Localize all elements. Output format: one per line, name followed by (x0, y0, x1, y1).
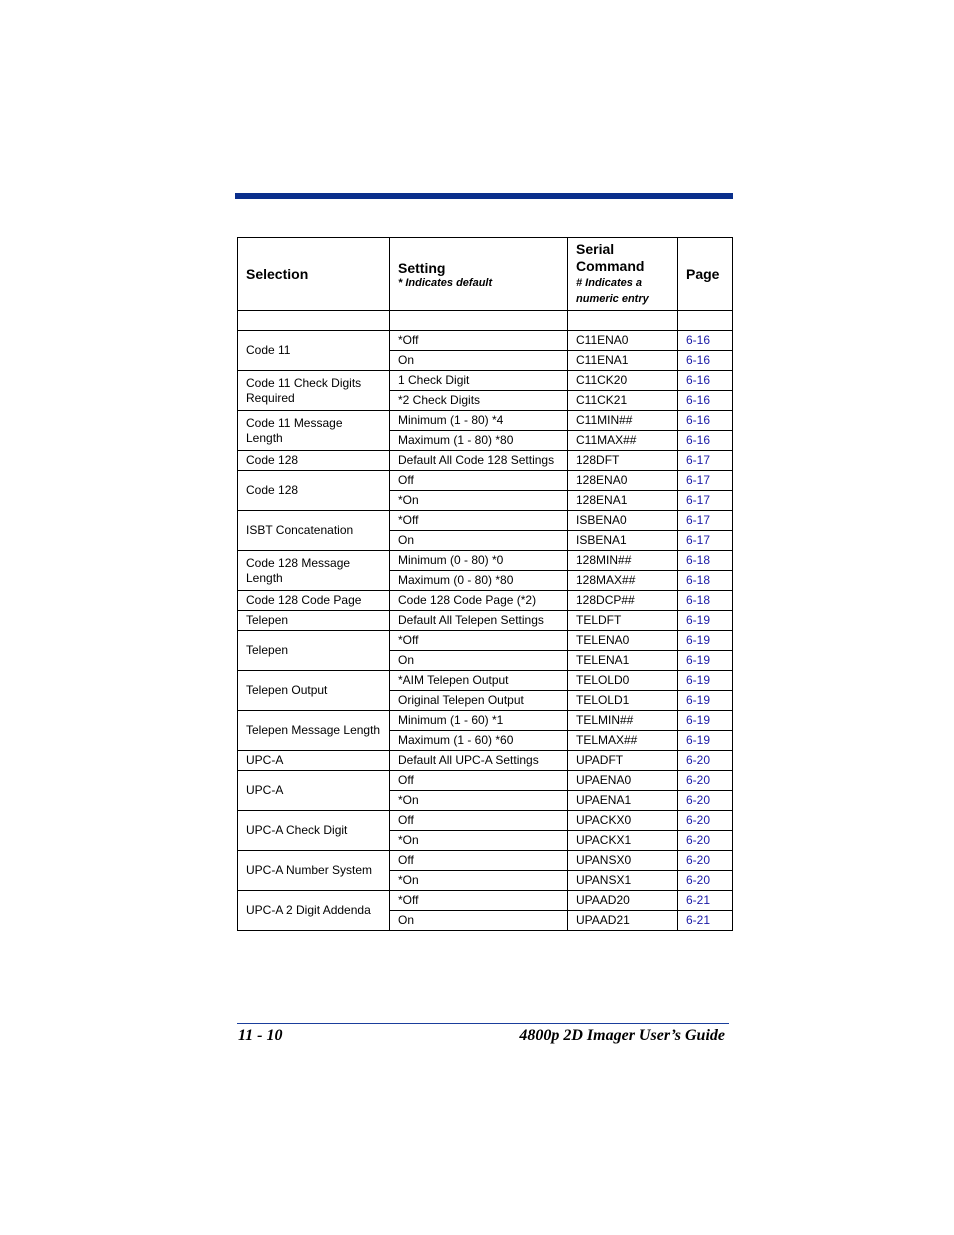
header-selection (238, 238, 390, 311)
setting-cell: Maximum (1 - 80) *80 (390, 431, 568, 451)
table-row (238, 711, 733, 731)
selection-cell: Code 128 Code Page (238, 591, 390, 611)
header-selection-label: Selection (246, 266, 309, 282)
selection-cell: Code 128 (238, 471, 390, 511)
table-row (238, 771, 733, 791)
setting-cell: *On (390, 831, 568, 851)
setting-cell: Off (390, 851, 568, 871)
page-link[interactable]: 6-19 (678, 731, 733, 751)
page-link[interactable]: 6-20 (678, 871, 733, 891)
page-link[interactable]: 6-19 (678, 631, 733, 651)
setting-cell: 1 Check Digit (390, 371, 568, 391)
selection-cell: UPC-A 2 Digit Addenda (238, 891, 390, 931)
header-setting (390, 238, 568, 311)
page-link[interactable]: 6-17 (678, 491, 733, 511)
header-spacer-row (238, 311, 733, 331)
page-link[interactable]: 6-21 (678, 911, 733, 931)
selection-cell: UPC-A Check Digit (238, 811, 390, 851)
setting-cell: Original Telepen Output (390, 691, 568, 711)
selection-cell: Telepen Output (238, 671, 390, 711)
table-row (238, 851, 733, 871)
page-link[interactable]: 6-20 (678, 771, 733, 791)
setting-cell: Maximum (0 - 80) *80 (390, 571, 568, 591)
setting-cell: Code 128 Code Page (*2) (390, 591, 568, 611)
command-cell: TELOLD0 (568, 671, 678, 691)
selection-cell: UPC-A Number System (238, 851, 390, 891)
table-row (238, 471, 733, 491)
setting-cell: Default All Telepen Settings (390, 611, 568, 631)
command-cell: UPAAD20 (568, 891, 678, 911)
table-row (238, 891, 733, 911)
header-page (678, 238, 733, 311)
setting-cell: Minimum (0 - 80) *0 (390, 551, 568, 571)
setting-cell: Maximum (1 - 60) *60 (390, 731, 568, 751)
page-link[interactable]: 6-20 (678, 811, 733, 831)
page-link[interactable]: 6-21 (678, 891, 733, 911)
setting-cell: *Off (390, 511, 568, 531)
header-command (568, 238, 678, 311)
selection-cell: Telepen (238, 611, 390, 631)
setting-cell: On (390, 651, 568, 671)
page-link[interactable]: 6-18 (678, 551, 733, 571)
command-cell: UPACKX1 (568, 831, 678, 851)
setting-cell: *On (390, 871, 568, 891)
selection-cell: Code 11 Message Length (238, 411, 390, 451)
table-row (238, 751, 733, 771)
page-link[interactable]: 6-19 (678, 671, 733, 691)
command-cell: TELDFT (568, 611, 678, 631)
selection-cell: Code 11 (238, 331, 390, 371)
command-cell: 128ENA1 (568, 491, 678, 511)
command-cell: UPAENA1 (568, 791, 678, 811)
page-link[interactable]: 6-16 (678, 431, 733, 451)
settings-table (237, 237, 733, 931)
command-cell: UPANSX1 (568, 871, 678, 891)
header-setting-label: Setting (398, 259, 446, 276)
command-cell: 128DCP## (568, 591, 678, 611)
command-cell: ISBENA1 (568, 531, 678, 551)
selection-cell: Code 128 (238, 451, 390, 471)
page-link[interactable]: 6-19 (678, 711, 733, 731)
command-cell: C11MAX## (568, 431, 678, 451)
page-link[interactable]: 6-18 (678, 591, 733, 611)
header-command-label-line2: Command (576, 258, 645, 274)
page-link[interactable]: 6-19 (678, 651, 733, 671)
setting-cell: Off (390, 471, 568, 491)
table-row (238, 451, 733, 471)
command-cell: C11CK21 (568, 391, 678, 411)
setting-cell: Minimum (1 - 60) *1 (390, 711, 568, 731)
table-header-row (238, 238, 733, 311)
page-link[interactable]: 6-20 (678, 791, 733, 811)
page-link[interactable]: 6-20 (678, 851, 733, 871)
selection-cell: UPC-A (238, 771, 390, 811)
selection-cell: Telepen Message Length (238, 711, 390, 751)
command-cell: 128ENA0 (568, 471, 678, 491)
selection-cell: ISBT Concatenation (238, 511, 390, 551)
command-cell: TELMAX## (568, 731, 678, 751)
table-row (238, 331, 733, 351)
table-row (238, 551, 733, 571)
table-row (238, 411, 733, 431)
table-row (238, 371, 733, 391)
page-link[interactable]: 6-16 (678, 391, 733, 411)
setting-cell: *Off (390, 631, 568, 651)
selection-cell: Code 128 Message Length (238, 551, 390, 591)
footer-rule (237, 1023, 729, 1024)
page-link[interactable]: 6-20 (678, 831, 733, 851)
command-cell: 128DFT (568, 451, 678, 471)
selection-cell: Telepen (238, 631, 390, 671)
command-cell: ISBENA0 (568, 511, 678, 531)
page-link[interactable]: 6-20 (678, 751, 733, 771)
command-cell: C11ENA0 (568, 331, 678, 351)
command-cell: UPACKX0 (568, 811, 678, 831)
command-cell: UPAAD21 (568, 911, 678, 931)
setting-cell: *2 Check Digits (390, 391, 568, 411)
setting-cell: *AIM Telepen Output (390, 671, 568, 691)
selection-cell: Code 11 Check Digits Required (238, 371, 390, 411)
page-link[interactable]: 6-17 (678, 511, 733, 531)
header-command-label-line1: Serial (576, 241, 615, 257)
setting-cell: Off (390, 811, 568, 831)
table-body (238, 331, 733, 931)
setting-cell: Minimum (1 - 80) *4 (390, 411, 568, 431)
setting-cell: On (390, 911, 568, 931)
table-row (238, 591, 733, 611)
command-cell: TELMIN## (568, 711, 678, 731)
page-link[interactable]: 6-16 (678, 351, 733, 371)
setting-cell: *Off (390, 331, 568, 351)
command-cell: TELENA1 (568, 651, 678, 671)
command-cell: C11ENA1 (568, 351, 678, 371)
header-command-note-line2: numeric entry (576, 293, 649, 305)
header-command-note-line1: # Indicates a (576, 277, 643, 289)
page-link[interactable]: 6-18 (678, 571, 733, 591)
page-link[interactable]: 6-17 (678, 451, 733, 471)
setting-cell: *On (390, 491, 568, 511)
setting-cell: On (390, 531, 568, 551)
page-link[interactable]: 6-19 (678, 611, 733, 631)
footer-page-number: 11 - 10 (238, 1027, 283, 1044)
command-cell: C11MIN## (568, 411, 678, 431)
command-cell: 128MAX## (568, 571, 678, 591)
page-link[interactable]: 6-17 (678, 531, 733, 551)
command-cell: TELENA0 (568, 631, 678, 651)
page-link[interactable]: 6-16 (678, 411, 733, 431)
setting-cell: *Off (390, 891, 568, 911)
table-row (238, 511, 733, 531)
selection-cell: UPC-A (238, 751, 390, 771)
header-setting-note: * Indicates default (398, 276, 493, 289)
page-link[interactable]: 6-16 (678, 371, 733, 391)
table-row (238, 631, 733, 651)
table-row (238, 611, 733, 631)
setting-cell: Off (390, 771, 568, 791)
page-link[interactable]: 6-17 (678, 471, 733, 491)
page-link[interactable]: 6-16 (678, 331, 733, 351)
command-cell: UPAENA0 (568, 771, 678, 791)
setting-cell: *On (390, 791, 568, 811)
command-cell: UPANSX0 (568, 851, 678, 871)
setting-cell: Default All UPC-A Settings (390, 751, 568, 771)
table-row (238, 811, 733, 831)
header-accent-bar (235, 193, 733, 199)
setting-cell: Default All Code 128 Settings (390, 451, 568, 471)
header-page-label: Page (686, 266, 720, 282)
command-cell: UPADFT (568, 751, 678, 771)
command-cell: 128MIN## (568, 551, 678, 571)
page-link[interactable]: 6-19 (678, 691, 733, 711)
setting-cell: On (390, 351, 568, 371)
command-cell: TELOLD1 (568, 691, 678, 711)
table-row (238, 671, 733, 691)
command-cell: C11CK20 (568, 371, 678, 391)
footer-guide-title: 4800p 2D Imager User’s Guide (519, 1027, 725, 1044)
